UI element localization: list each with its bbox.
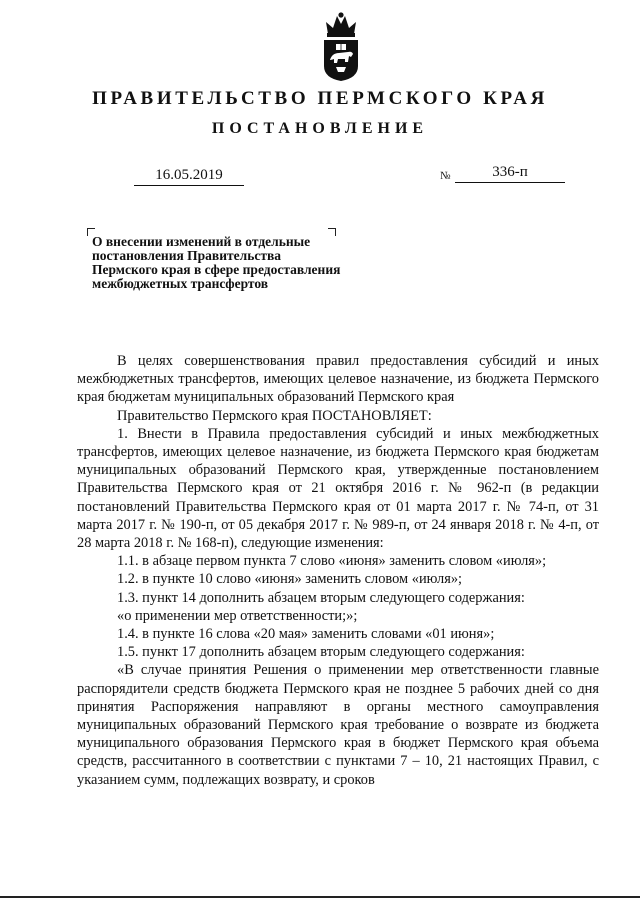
paragraph-quote-1-5: «В случае принятия Решения о применении мер ответственности главные распорядители средств бюджета Пермского края не позднее 5 рабочих дней со дня принятия Распоряжения направляют в органы местного самоуправления муниципальных образований Пермского края требование о возврате из бюджета муниципального образования Пермского края в бюджет Пермского края объема средств, рассчитанного в соответствии с пунктами 7 – 10, 21 настоящих Правил, с указанием сумм, подлежащих возврату, и сроков [77,662,599,788]
document-subject [92,235,352,291]
subject-line: О внесении изменений в отдельные [92,234,311,249]
document-body [77,352,599,789]
paragraph-item-1: 1. Внести в Правила предоставления субсидий и иных межбюджетных трансфертов, имеющих целевое назначение, из бюджета Пермского края бюджетам муниципальных образований Пермского края, утвержденные постановлением Правительства Пермского края от 21 октября 2016 г. № 962-п (в редакции постановлений Правительства Пермского края от 01 марта 2017 г. № 74-п, от 31 марта 2017 г. № 190-п, от 05 декабря 2017 г. № 989-п, от 24 января 2018 г. № 4-п, от 28 марта 2018 г. № 168-п), следующие изменения: [77,425,599,552]
paragraph-item-1-3: 1.3. пункт 14 дополнить абзацем вторым следующего содержания: [117,589,525,606]
paragraph-resolves: Правительство Пермского края ПОСТАНОВЛЯЕТ: [117,407,432,424]
paragraph-item-1-4: 1.4. в пункте 16 слова «20 мая» заменить словами «01 июня»; [117,626,495,643]
coat-of-arms-icon [318,10,364,82]
paragraph-quote-1-3: «о применении мер ответственности;»; [117,607,358,624]
subject-line: Пермского края в сфере предоставления [92,262,341,277]
number-sign: № [440,170,451,182]
paragraph-item-1-5: 1.5. пункт 17 дополнить абзацем вторым следующего содержания: [117,644,525,661]
document-type: ПОСТАНОВЛЕНИЕ [211,120,429,137]
scan-edge-line [0,896,640,898]
government-title: ПРАВИТЕЛЬСТВО ПЕРМСКОГО КРАЯ [92,88,548,109]
paragraph-preamble: В целях совершенствования правил предоставления субсидий и иных межбюджетных трансфертов, имеющих целевое назначение, из бюджета Пермского края бюджетам муниципальных образований Пермского края [77,353,599,406]
subject-line: межбюджетных трансфертов [92,276,269,291]
subject-line: постановления Правительства [92,248,281,263]
paragraph-item-1-2: 1.2. в пункте 10 слово «июня» заменить словом «июля»; [117,571,463,588]
paragraph-item-1-1: 1.1. в абзаце первом пункта 7 слово «июня» заменить словом «июля»; [117,553,547,570]
document-number: 336-п [455,164,565,183]
document-date: 16.05.2019 [134,167,244,186]
